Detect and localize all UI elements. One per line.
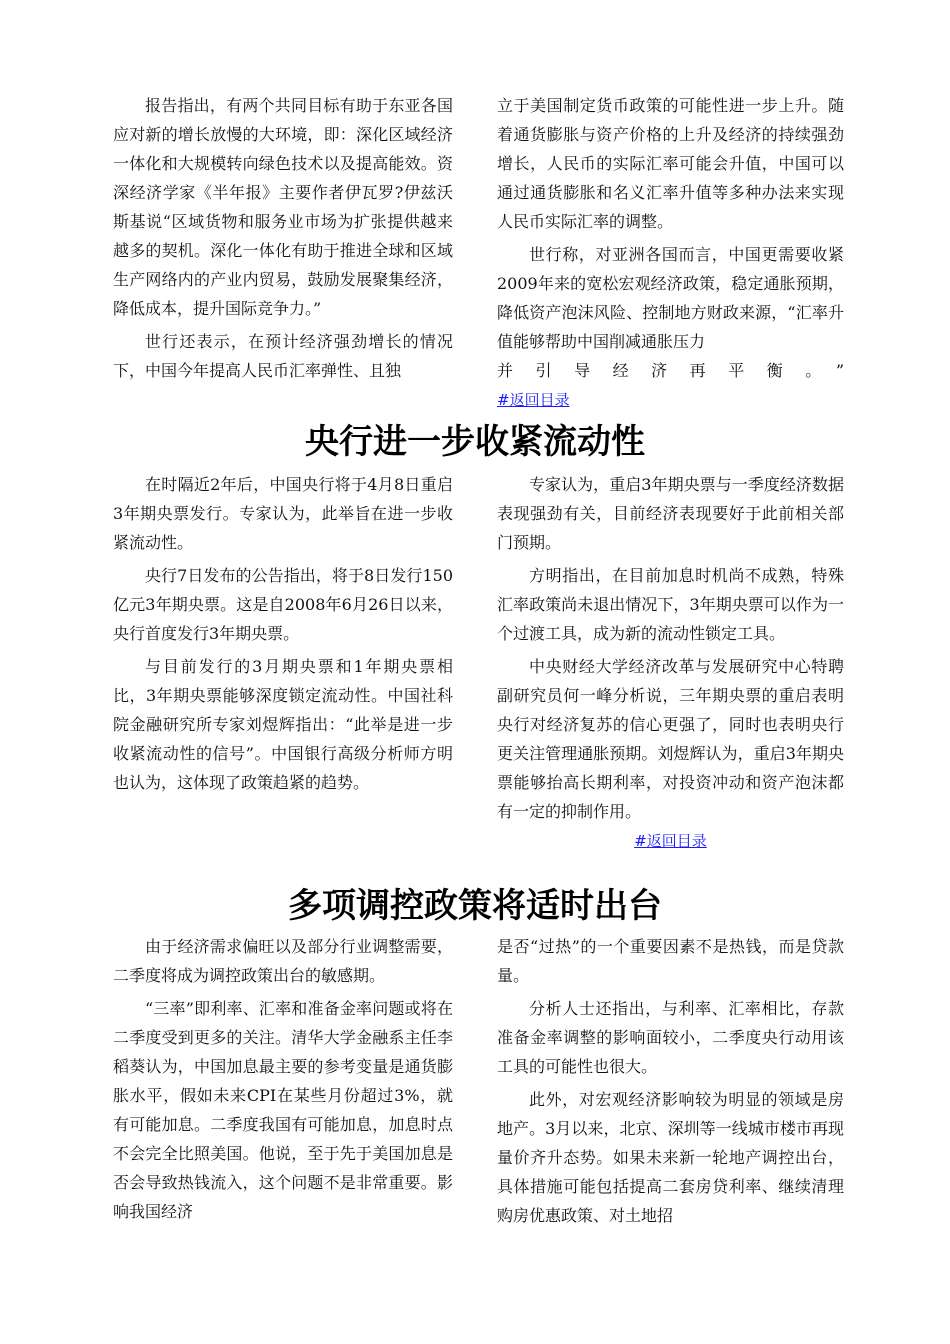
paragraph: 世行还表示，在预计经济强劲增长的情况下，中国今年提高人民币汇率弹性、且独 — [113, 332, 453, 380]
section1-right-column — [497, 91, 844, 415]
paragraph: “三率”即利率、汇率和准备金率问题或将在二季度受到更多的关注。清华大学金融系主任李稻葵认为，中国加息最主要的参考变量是通货膨胀水平，假如未来CPI在某些月份超过3%，就有可能加息。二季度我国有可能加息，加息时点不会完全比照美国。他说，至于先于美国加息是否会导致热钱流入，这个问题不是非常重要。影响我国经济 — [113, 999, 453, 1221]
paragraph: 此外，对宏观经济影响较为明显的领域是房地产。3月以来，北京、深圳等一线城市楼市再现量价齐升态势。如果未来新一轮地产调控出台，具体措施可能包括提高二套房贷利率、继续清理购房优惠政策、对土地招 — [497, 1090, 844, 1225]
paragraph: 世行称，对亚洲各国而言，中国更需要收紧2009年来的宽松宏观经济政策，稳定通胀预期，降低资产泡沫风险、控制地方财政来源，“汇率升值能够帮助中国削减通胀压力 — [497, 245, 844, 351]
section2-right-column — [497, 470, 844, 856]
paragraph: 方明指出，在目前加息时机尚不成熟，特殊汇率政策尚未退出情况下，3年期央票可以作为一个过渡工具，成为新的流动性锁定工具。 — [497, 566, 844, 643]
paragraph: 立于美国制定货币政策的可能性进一步上升。随着通货膨胀与资产价格的上升及经济的持续强劲增长，人民币的实际汇率可能会升值，中国可以通过通货膨胀和名义汇率升值等多种办法来实现人民币实际汇率的调整。 — [497, 96, 844, 231]
section2-left-column — [113, 470, 453, 797]
paragraph: 是否“过热”的一个重要因素不是热钱，而是贷款量。 — [497, 937, 844, 985]
paragraph: 在时隔近2年后，中国央行将于4月8日重启3年期央票发行。专家认为，此举旨在进一步收紧流动性。 — [113, 475, 453, 552]
paragraph: 中央财经大学经济改革与发展研究中心特聘副研究员何一峰分析说，三年期央票的重启表明央行对经济复苏的信心更强了，同时也表明央行更关注管理通胀预期。刘煜辉认为，重启3年期央票能够抬高长期利率，对投资冲动和资产泡沫都有一定的抑制作用。 — [497, 657, 844, 821]
paragraph: 并引导经济再平衡。” — [497, 361, 844, 380]
section1-left-column — [113, 91, 453, 385]
back-to-toc-link[interactable]: #返回目录 — [634, 832, 707, 850]
section-title: 央行进一步收紧流动性 — [305, 422, 645, 462]
back-to-toc-link[interactable]: #返回目录 — [497, 391, 570, 409]
paragraph: 与目前发行的3月期央票和1年期央票相比，3年期央票能够深度锁定流动性。中国社科院金融研究所专家刘煜辉指出：“此举是进一步收紧流动性的信号”。中国银行高级分析师方明也认为，这体现了政策趋紧的趋势。 — [113, 657, 453, 792]
paragraph: 由于经济需求偏旺以及部分行业调整需要，二季度将成为调控政策出台的敏感期。 — [113, 937, 453, 985]
paragraph: 报告指出，有两个共同目标有助于东亚各国应对新的增长放慢的大环境，即：深化区域经济一体化和大规模转向绿色技术以及提高能效。资深经济学家《半年报》主要作者伊瓦罗?伊兹沃斯基说“区域货物和服务业市场为扩张提供越来越多的契机。深化一体化有助于推进全球和区域生产网络内的产业内贸易，鼓励发展聚集经济，降低成本，提升国际竞争力。” — [113, 96, 453, 318]
section-title: 多项调控政策将适时出台 — [288, 886, 662, 926]
paragraph: 央行7日发布的公告指出，将于8日发行150亿元3年期央票。这是自2008年6月26日以来，央行首度发行3年期央票。 — [113, 566, 453, 643]
section3-right-column — [497, 932, 844, 1230]
paragraph: 专家认为，重启3年期央票与一季度经济数据表现强劲有关，目前经济表现要好于此前相关部门预期。 — [497, 475, 844, 552]
paragraph: 分析人士还指出，与利率、汇率相比，存款准备金率调整的影响面较小，二季度央行动用该工具的可能性也很大。 — [497, 999, 844, 1076]
section3-left-column — [113, 932, 453, 1226]
